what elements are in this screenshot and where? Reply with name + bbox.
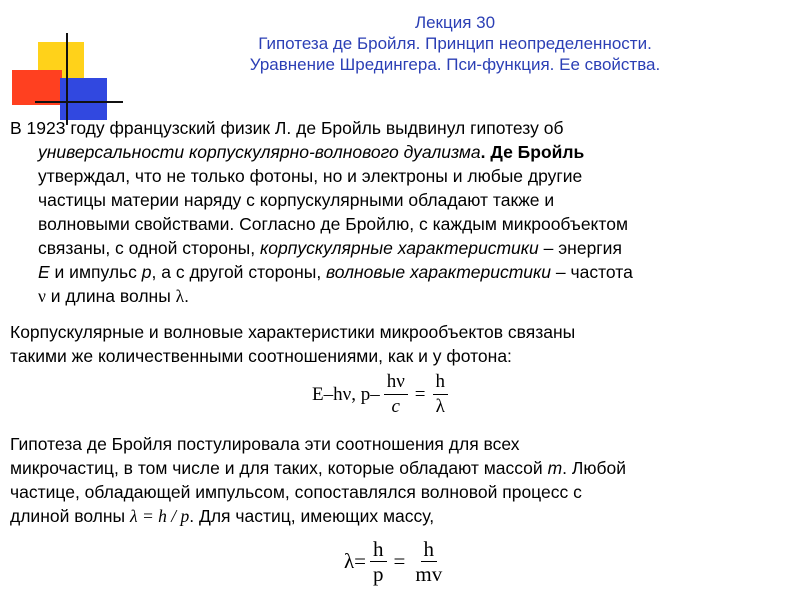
p1-line-3: утверждал, что не только фотоны, но и электроны и любые другие — [38, 166, 583, 186]
p1-line-7: E и импульс p, а с другой стороны, волновые характеристики – частота — [38, 262, 633, 282]
slide-title — [140, 12, 770, 75]
p2-line-1: Корпускулярные и волновые характеристики микрообъектов связаны — [10, 322, 576, 342]
formula2-lhs: λ= — [344, 549, 367, 573]
p3-line-4: длиной волны λ = h / p. Для частиц, имеющих массу, — [10, 506, 435, 526]
paragraph-de-broglie-hypothesis — [10, 116, 790, 308]
formula2-fraction-1: $\frac{h}{p}$ — [370, 537, 387, 586]
decor-horizontal-line — [35, 101, 123, 103]
formula1-fraction-1: $\frac{h\nu}{c}$ — [384, 370, 408, 419]
p1-line-6: связаны, с одной стороны, корпускулярные характеристики – энергия — [38, 238, 622, 258]
formula1-lhs: E–hν, p– — [312, 383, 380, 405]
p3-line-3: частице, обладающей импульсом, сопоставлялся волновой процесс с — [10, 482, 582, 502]
decor-vertical-line — [66, 33, 68, 125]
title-line-1: Лекция 30 — [414, 13, 496, 32]
formula2-equals: = — [393, 549, 406, 573]
p3-line-1: Гипотеза де Бройля постулировала эти соотношения для всех — [10, 434, 520, 454]
p1-line-1: В 1923 году французский физик Л. де Бройль выдвинул гипотезу об — [10, 118, 564, 138]
formula2-fraction-2: $\frac{h}{mv}$ — [415, 537, 443, 586]
p1-line-5: волновыми свойствами. Согласно де Бройлю, с каждым микрообъектом — [38, 214, 628, 234]
formula1-fraction-2: $\frac{h}{\lambda}$ — [433, 370, 449, 419]
p3-line-2: микрочастиц, в том числе и для таких, которые обладают массой m. Любой — [10, 458, 627, 478]
title-line-3: Уравнение Шредингера. Пси-функция. Ее свойства. — [249, 55, 661, 74]
decor-red-square — [12, 70, 62, 105]
paragraph-postulate — [10, 432, 790, 528]
formula1-equals: = — [414, 383, 426, 405]
p1-line-8: ν и длина волны λ. — [38, 286, 190, 306]
formula-wavelength — [344, 537, 449, 586]
p1-line-4: частицы материи наряду с корпускулярными обладают также и — [38, 190, 555, 210]
paragraph-relations — [10, 320, 790, 368]
p2-line-2: такими же количественными соотношениями, как и у фотона: — [10, 346, 512, 366]
title-line-2: Гипотеза де Бройля. Принцип неопределенности. — [258, 34, 652, 53]
p1-line-2: универсальности корпускулярно-волнового дуализма. Де Бройль — [38, 142, 585, 162]
formula-energy-momentum — [312, 370, 452, 419]
